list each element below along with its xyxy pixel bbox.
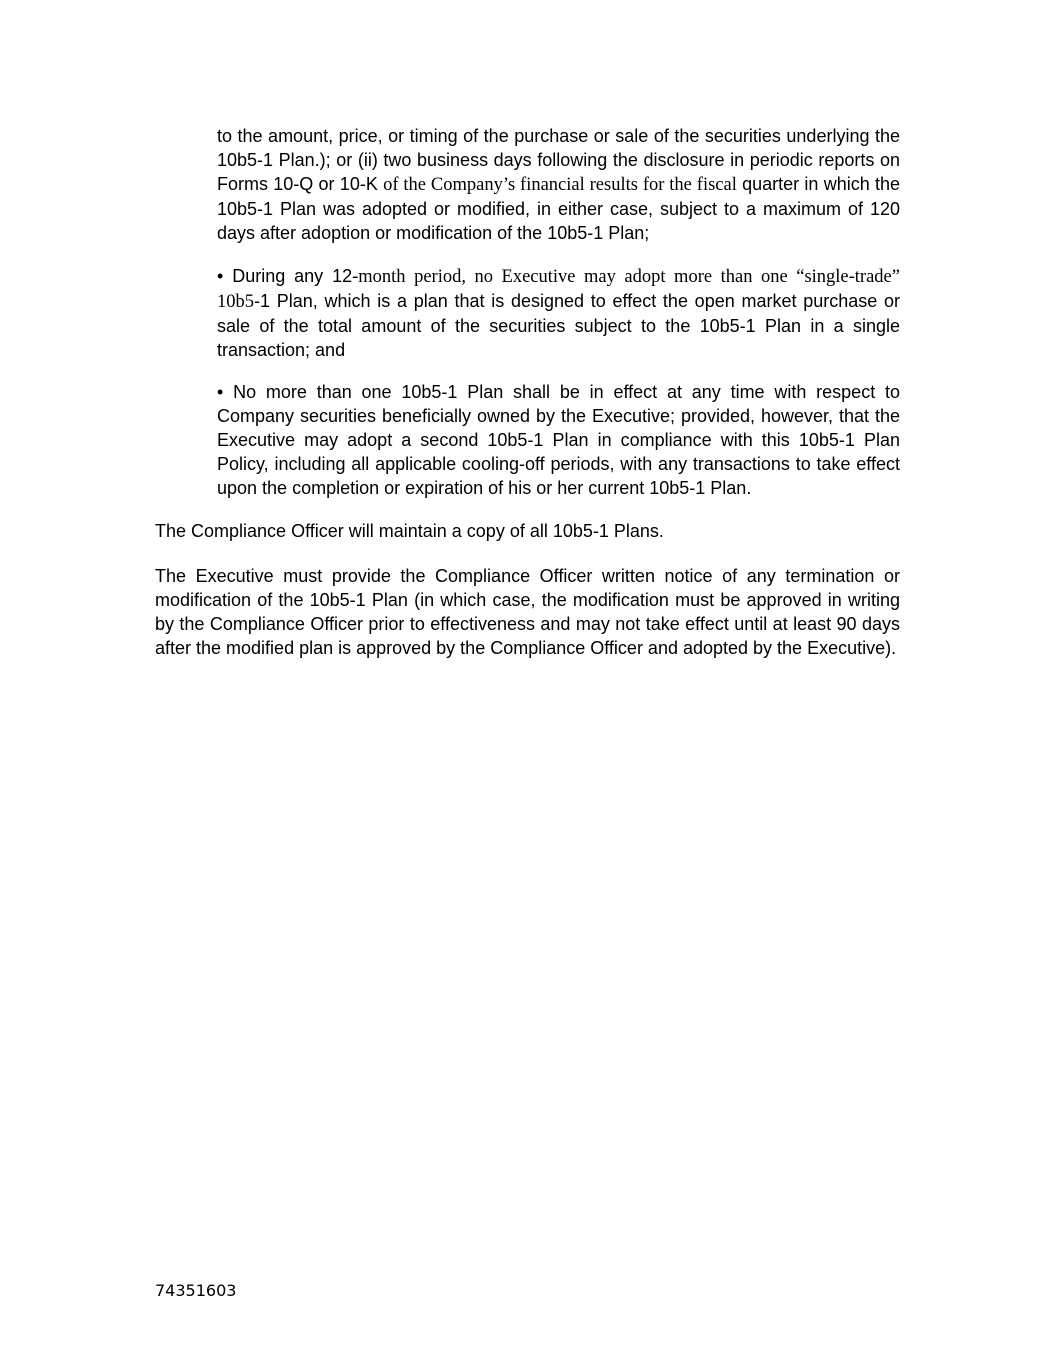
bullet-icon: • <box>217 266 224 286</box>
single-trade-text-part-1: During any 12 <box>223 266 353 286</box>
compliance-copy-paragraph: The Compliance Officer will maintain a copy of all 10b5-1 Plans. <box>155 521 664 541</box>
bullet-icon: • <box>217 382 224 402</box>
termination-notice-paragraph: The Executive must provide the Compliance Officer written notice of any termination or modification of the 10b5-1 Plan (in which case, the modification must be approved in writing by the Compliance Officer prior to effectiveness and may not take effect until at least 90 days after the modified plan is approved by the Compliance Officer and adopted by the Executive). <box>155 566 900 658</box>
single-trade-text-part-2: -month period, no Executive may adopt more than one “single-trade” 10b5 <box>217 267 900 312</box>
one-plan-bullet-paragraph <box>217 380 900 500</box>
continuation-text-part-1: to the amount, price, or timing of the purchase or sale of the securities underlying the 10b5-1 Plan.); or (ii) two business days following the disclosure in periodic reports on Forms 10-Q or 10-K <box>217 126 900 194</box>
document-number: 74351603 <box>155 1281 237 1300</box>
one-plan-text: No more than one 10b5-1 Plan shall be in effect at any time with respect to Company securities beneficially owned by the Executive; provided, however, that the Executive may adopt a second 10b5-1 Plan in compliance with this 10b5-1 Plan Policy, including all applicable cooling-off periods, with any transactions to take effect upon the completion or expiration of his or her current 10b5-1 Plan. <box>217 382 900 498</box>
single-trade-text-part-3: -1 Plan, which is a plan that is designed to effect the open market purchase or sale of the total amount of the securities subject to the 10b5-1 Plan in a single transaction; and <box>217 291 900 360</box>
continuation-text-part-3: quarter in which the 10b5-1 Plan was adopted or modified, in either case, subject to a maximum of 120 days after adoption or modification of the 10b5-1 Plan; <box>217 174 900 243</box>
continuation-text-part-2: of the Company’s financial results for the fiscal <box>383 175 737 195</box>
continuation-paragraph <box>217 124 900 245</box>
single-trade-bullet-paragraph <box>217 264 900 362</box>
